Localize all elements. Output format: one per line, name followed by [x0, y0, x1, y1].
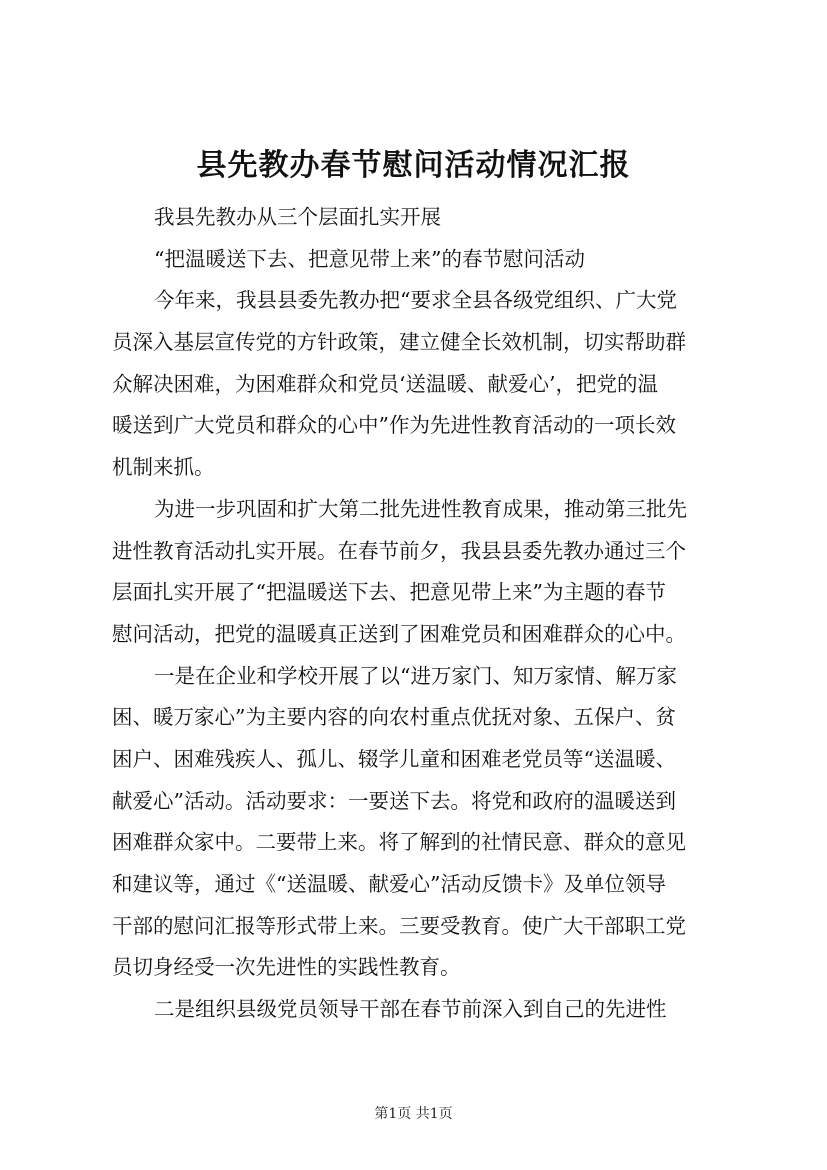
paragraph-3-line-5: 困难群众家中。二要带上来。将了解到的社情民意、群众的意见	[112, 830, 686, 855]
document-title: 县先教办春节慰问活动情况汇报	[196, 148, 631, 183]
paragraph-3-line-2: 困、暖万家心”为主要内容的向农村重点优抚对象、五保户、贫	[112, 705, 676, 730]
paragraph-3-line-8: 员切身经受一次先进性的实践性教育。	[112, 955, 461, 980]
document-body	[112, 197, 742, 1031]
paragraph-3-line-6: 和建议等，通过《“送温暖、献爱心”活动反馈卡》及单位领导	[112, 872, 666, 896]
subtitle-line-1: 我县先教办从三个层面扎实开展	[154, 205, 441, 229]
paragraph-3-line-1: 一是在企业和学校开展了以“进万家门、知万家情、解万家	[154, 663, 677, 688]
paragraph-2-line-1: 为进一步巩固和扩大第二批先进性教育成果，推动第三批先	[154, 496, 687, 521]
paragraph-2-line-3: 层面扎实开展了“把温暖送下去、把意见带上来”为主题的春节	[112, 580, 666, 605]
paragraph-1-line-3: 众解决困难，为困难群众和党员‘送温暖、献爱心’，把党的温	[112, 371, 659, 396]
paragraph-4-line-1: 二是组织县级党员领导干部在春节前深入到自己的先进性	[154, 997, 667, 1022]
paragraph-1-line-5: 机制来抓。	[112, 455, 215, 480]
paragraph-1-line-4: 暖送到广大党员和群众的心中”作为先进性教育活动的一项长效	[112, 413, 676, 438]
paragraph-2-line-2: 进性教育活动扎实开展。在春节前夕，我县县委先教办通过三个	[112, 538, 686, 563]
paragraph-3-line-3: 困户、困难残疾人、孤儿、辍学儿童和困难老党员等“送温暖、	[112, 746, 676, 771]
paragraph-3-line-4: 献爱心”活动。活动要求：一要送下去。将党和政府的温暖送到	[112, 788, 676, 813]
paragraph-1-line-2: 员深入基层宣传党的方针政策，建立健全长效机制，切实帮助群	[112, 330, 686, 355]
paragraph-2-line-4: 慰问活动，把党的温暖真正送到了困难党员和困难群众的心中。	[112, 621, 686, 646]
paragraph-1-line-1: 今年来，我县县委先教办把“要求全县各级党组织、广大党	[154, 288, 677, 313]
subtitle-line-2: “把温暖送下去、把意见带上来”的春节慰问活动	[154, 246, 585, 271]
page-number: 第1页 共1页	[374, 1106, 453, 1122]
paragraph-3-line-7: 干部的慰问汇报等形式带上来。三要受教育。使广大干部职工党	[112, 913, 686, 938]
